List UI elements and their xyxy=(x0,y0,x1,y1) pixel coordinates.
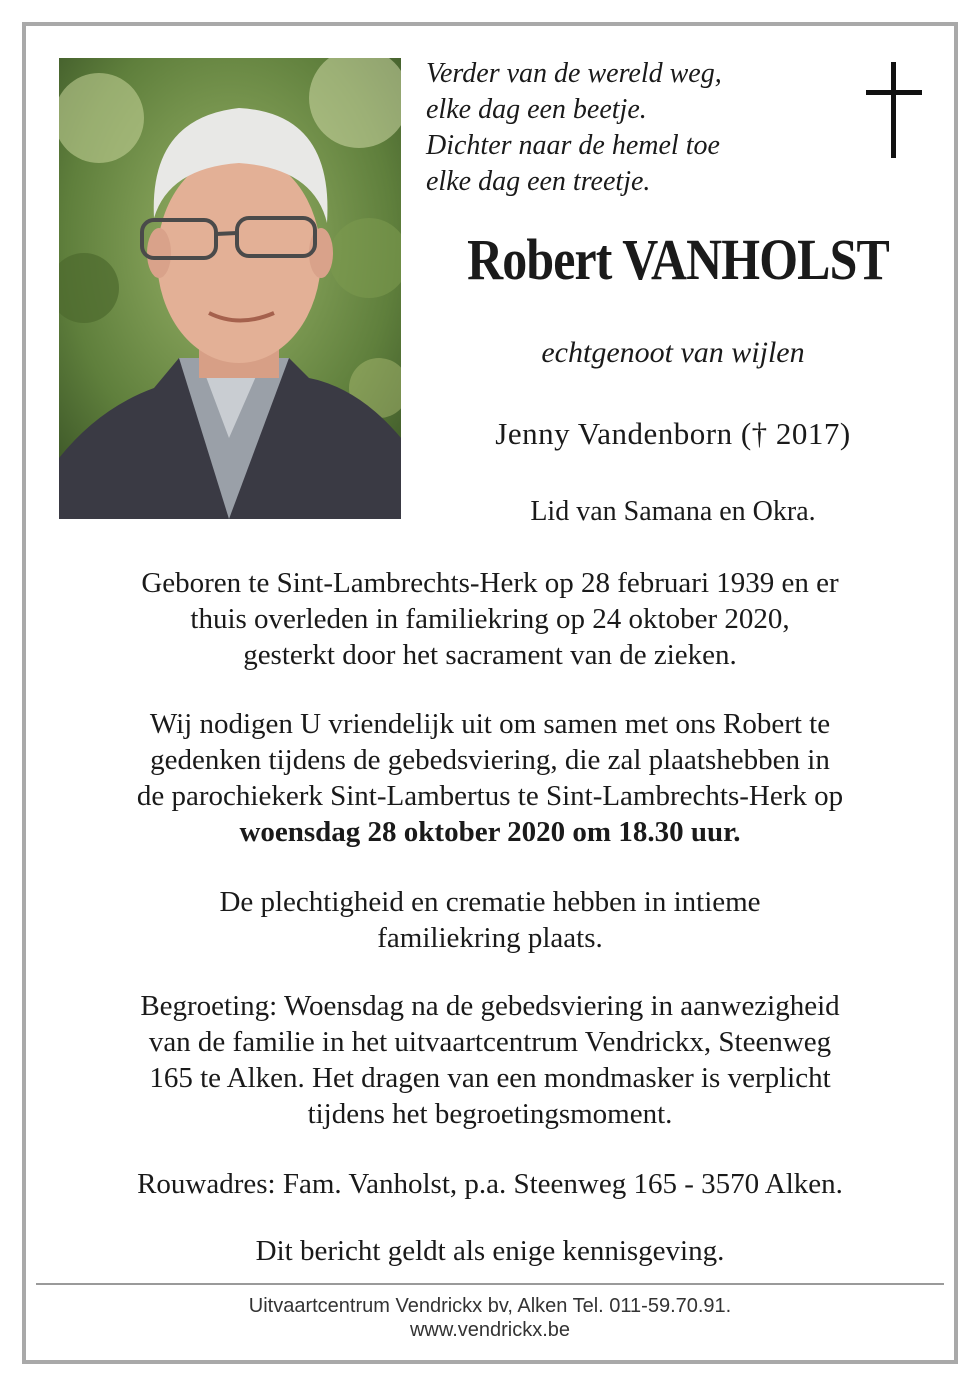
footer-divider xyxy=(36,1283,944,1285)
text-line: familiekring plaats. xyxy=(377,922,603,954)
invitation-paragraph xyxy=(48,706,932,850)
service-date-time: woensdag 28 oktober 2020 om 18.30 uur. xyxy=(239,816,741,848)
poem-line: Dichter naar de hemel toe xyxy=(426,130,720,161)
birth-death-paragraph xyxy=(48,565,932,673)
funeral-home-contact: Uitvaartcentrum Vendrickx bv, Alken Tel. 011-59.70.91. xyxy=(248,1295,732,1317)
text-line: gesterkt door het sacrament van de zieken. xyxy=(243,639,737,671)
ceremony-paragraph xyxy=(48,884,932,956)
text-line: tijdens het begroetingsmoment. xyxy=(307,1098,673,1130)
text-line: van de familie in het uitvaartcentrum Vendrickx, Steenweg xyxy=(148,1026,832,1058)
poem xyxy=(426,56,846,200)
notice-statement: Dit bericht geldt als enige kennisgeving. xyxy=(255,1235,725,1267)
poem-line: elke dag een beetje. xyxy=(426,94,647,125)
text-line: gedenken tijdens de gebedsviering, die zal plaatshebben in xyxy=(150,744,830,776)
text-line: Begroeting: Woensdag na de gebedsviering in aanwezigheid xyxy=(140,990,840,1022)
membership: Lid van Samana en Okra. xyxy=(530,496,816,527)
text-line: Wij nodigen U vriendelijk uit om samen met ons Robert te xyxy=(149,708,831,740)
deceased-name: Robert VANHOLST xyxy=(467,227,889,292)
portrait-photo xyxy=(59,58,401,519)
spouse-name: Jenny Vandenborn († 2017) xyxy=(495,416,851,451)
text-line: de parochiekerk Sint-Lambertus te Sint-Lambrechts-Herk op xyxy=(136,780,844,812)
greeting-paragraph xyxy=(48,988,932,1132)
mourning-address: Rouwadres: Fam. Vanholst, p.a. Steenweg 165 - 3570 Alken. xyxy=(137,1168,843,1200)
text-line: De plechtigheid en crematie hebben in intieme xyxy=(219,886,761,918)
text-line: thuis overleden in familiekring op 24 oktober 2020, xyxy=(190,603,790,635)
cross-icon xyxy=(866,62,922,158)
text-line: Geboren te Sint-Lambrechts-Herk op 28 februari 1939 en er xyxy=(141,567,839,599)
poem-line: Verder van de wereld weg, xyxy=(426,58,722,89)
relation-label: echtgenoot van wijlen xyxy=(541,336,805,369)
footer xyxy=(36,1294,944,1342)
funeral-home-website[interactable]: www.vendrickx.be xyxy=(409,1319,571,1341)
poem-line: elke dag een treetje. xyxy=(426,166,651,197)
text-line: 165 te Alken. Het dragen van een mondmasker is verplicht xyxy=(149,1062,831,1094)
